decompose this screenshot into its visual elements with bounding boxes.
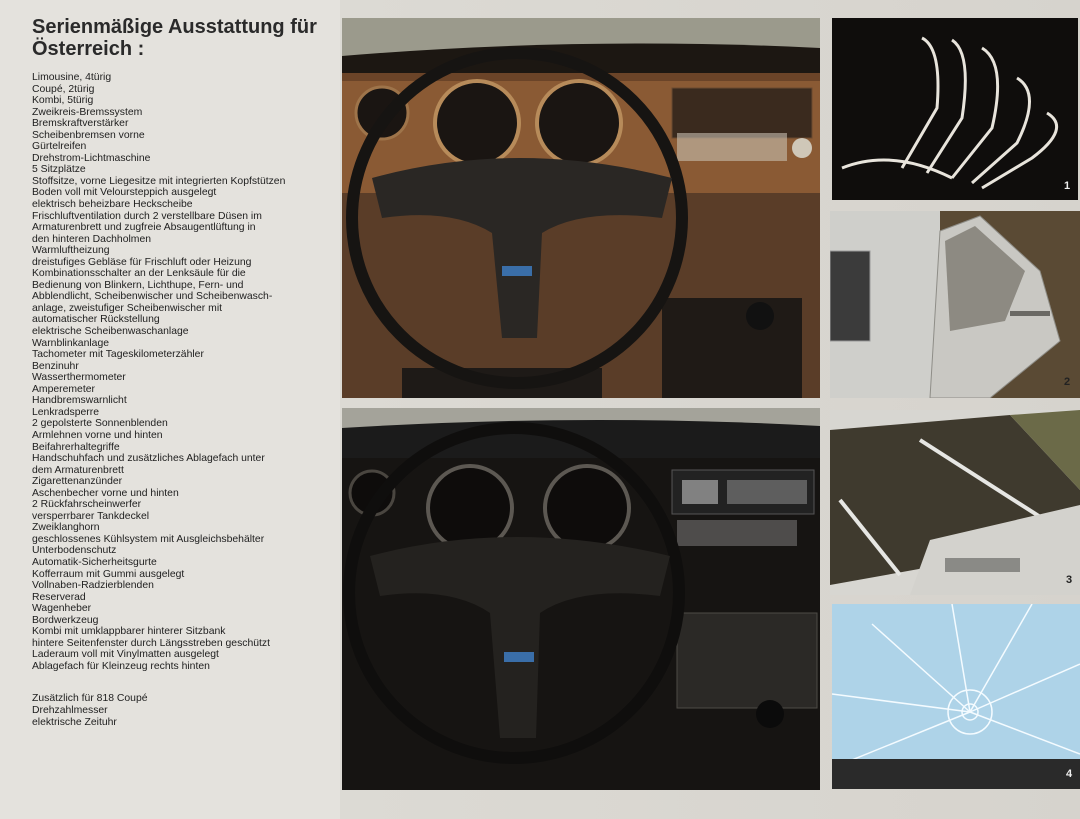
equipment-item: 5 Sitzplätze: [32, 164, 86, 176]
equipment-item: Boden voll mit Veloursteppich ausgelegt: [32, 187, 217, 199]
photo-number-4: 4: [1066, 768, 1073, 780]
equipment-item: Stoffsitze, vorne Liegesitze mit integrierten Kopfstützen: [32, 175, 286, 187]
equipment-item: Benzinuhr: [32, 360, 79, 372]
equipment-item: Aschenbecher vorne und hinten: [32, 487, 179, 499]
equipment-item: Wagenheber: [32, 603, 92, 615]
equipment-item: Reserverad: [32, 591, 86, 603]
cracked-glass-photo: [832, 604, 1080, 789]
equipment-item: Kofferraum mit Gummi ausgelegt: [32, 568, 185, 580]
equipment-column: [0, 0, 340, 819]
standard-equipment-list: [32, 72, 332, 672]
car-door-photo: [830, 211, 1080, 398]
equipment-item: Warmluftheizung: [32, 245, 110, 257]
equipment-item: dreistufiges Gebläse für Frischluft oder Heizung: [32, 256, 252, 268]
equipment-item: 2 gepolsterte Sonnenblenden: [32, 418, 168, 430]
equipment-item: Bremskraftverstärker: [32, 118, 129, 130]
dashboard-photo-black: [342, 408, 820, 790]
page-title: [32, 16, 332, 60]
equipment-item: Armlehnen vorne und hinten: [32, 429, 163, 441]
equipment-item: Zweikreis-Bremssystem: [32, 106, 143, 118]
photo-number-2: 2: [1064, 376, 1071, 388]
coupe-extra-item: Drehzahlmesser: [32, 705, 108, 716]
equipment-item: Kombinationsschalter an der Lenksäule für die Bedienung von Blinkern, Lichthupe, Fern- und Abblendlicht, Scheibenwischer und Scheibenwasch- anlage, zweistufiger Scheibenwischer mit automatischer Rückstellung: [32, 268, 273, 326]
dashboard-photo-wood: [342, 18, 820, 398]
title-line-2: Österreich :: [32, 38, 145, 60]
equipment-item: Handbremswarnlicht: [32, 395, 127, 407]
equipment-item: Gürtelreifen: [32, 141, 87, 153]
equipment-item: Warnblinkanlage: [32, 337, 110, 349]
equipment-item: Automatik-Sicherheitsgurte: [32, 556, 157, 568]
wiper-photo: [830, 410, 1080, 595]
equipment-item: versperrbarer Tankdeckel: [32, 510, 150, 522]
equipment-item: Drehstrom-Lichtmaschine: [32, 152, 151, 164]
equipment-item: geschlossenes Kühlsystem mit Ausgleichsbehälter: [32, 533, 265, 545]
equipment-item: 2 Rückfahrscheinwerfer: [32, 499, 142, 511]
equipment-item: Laderaum voll mit Vinylmatten ausgelegt: [32, 649, 219, 661]
equipment-item: Limousine, 4türig: [32, 72, 112, 83]
equipment-item: Amperemeter: [32, 383, 95, 395]
equipment-item: Tachometer mit Tageskilometerzähler: [32, 349, 204, 361]
equipment-item: Frischluftventilation durch 2 verstellbare Düsen im Armaturenbrett und zugfreie Absaugentlüftung in den hinteren Dachholmen: [32, 210, 262, 245]
equipment-item: Handschuhfach und zusätzliches Ablagefach unter dem Armaturenbrett: [32, 453, 265, 476]
equipment-item: elektrisch beheizbare Heckscheibe: [32, 199, 193, 211]
equipment-item: Kombi mit umklappbarer hinterer Sitzbank: [32, 626, 226, 638]
equipment-item: Wasserthermometer: [32, 372, 126, 384]
equipment-item: Kombi, 5türig: [32, 95, 94, 107]
title-line-1: Serienmäßige Ausstattung für: [32, 16, 317, 38]
equipment-item: Ablagefach für Kleinzeug rechts hinten: [32, 660, 210, 672]
seats-photo: [832, 18, 1078, 200]
coupe-extras-list: [32, 705, 117, 728]
equipment-item: Lenkradsperre: [32, 406, 100, 418]
coupe-extras-title: Zusätzlich für 818 Coupé: [32, 693, 148, 704]
coupe-extra-item: elektrische Zeituhr: [32, 716, 117, 728]
photo-number-3: 3: [1066, 574, 1073, 586]
equipment-item: Vollnaben-Radzierblenden: [32, 580, 154, 592]
equipment-item: Unterbodenschutz: [32, 545, 117, 557]
equipment-item: hintere Seitenfenster durch Längsstreben geschützt: [32, 637, 270, 649]
equipment-item: Zweiklanghorn: [32, 522, 100, 534]
equipment-item: Beifahrerhaltegriffe: [32, 441, 120, 453]
photo-number-1: 1: [1064, 180, 1071, 192]
equipment-item: elektrische Scheibenwaschanlage: [32, 326, 189, 338]
equipment-item: Coupé, 2türig: [32, 83, 95, 95]
equipment-item: Scheibenbremsen vorne: [32, 129, 145, 141]
equipment-item: Bordwerkzeug: [32, 614, 99, 626]
equipment-item: Zigarettenanzünder: [32, 476, 123, 488]
